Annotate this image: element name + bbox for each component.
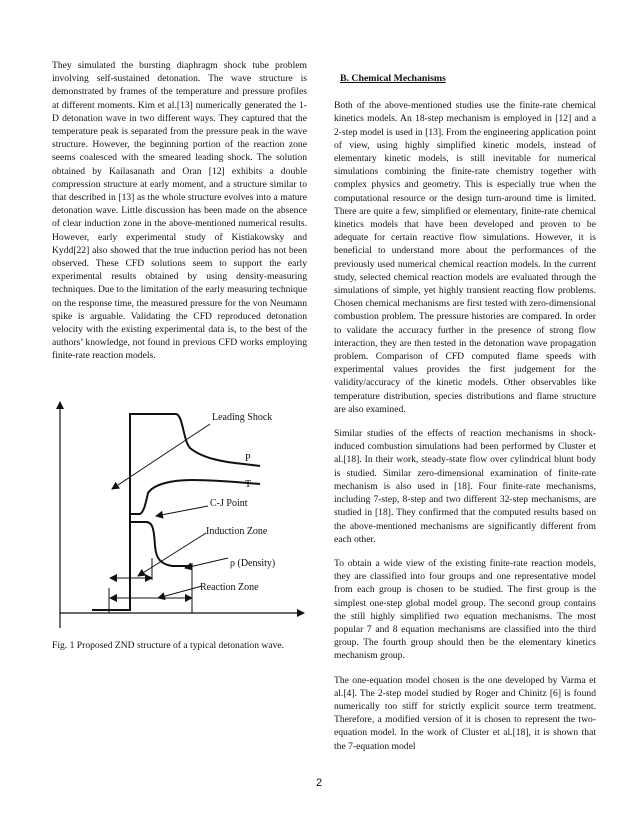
page-number: 2 (315, 777, 323, 789)
znd-structure-figure (52, 398, 312, 630)
left-paragraph: They simulated the bursting diaphragm shock tube problem involving self-sustained detonation. The wave structure is demonstrated by frames of the temperature and pressure profiles at different moments. Kim et al.[13] numerically generated the 1-D detonation wave in two different ways. They captured that the temperature peak is separated from the pressure peak in the wave structure. However, the beginning portion of the reaction zone seems coalesced with the smeared leading shock. The solution obtained by Kailasanath and Oran [12] exhibits a double compression structure at early moment, and a structure similar to that described in [13] as the whole structure evolves into a mature detonation wave. Little discussion has been made on the absence of clear induction zone in the above-mentioned numerical results. However, early experimental study of Kistiakowsky and Kydd[22] also showed that the true induction period has not been observed. These CFD solutions seem to support the early experimental results obtained by using density-measuring techniques. Due to the limitation of the early measuring technique on the response time, the measured pressure for the von Neumann spike is arguable. Validating the CFD reproduced detonation velocity with the existing experimental data is, to the best of the authors’ knowledge, not found in previous CFD works employing finite-rate reaction models. (52, 60, 307, 362)
reaction-zone-leader (158, 586, 202, 598)
section-heading: B. Chemical Mechanisms (340, 73, 446, 84)
figure-caption: Fig. 1 Proposed ZND structure of a typical detonation wave. (52, 640, 285, 651)
temperature-label: T (245, 479, 252, 490)
left-column (52, 59, 307, 374)
leading-shock-label: Leading Shock (212, 412, 273, 423)
induction-zone-leader (138, 533, 206, 576)
right-paragraph-3: To obtain a wide view of the existing finite-rate reaction models, they are classified into four groups and one representative model from each group is chosen to be studied. The first group is the simplest one-step global model group. The second group contains the still highly simplified two equation mechanisms. The most popular 7 and 8 equation mechanisms are classified into the third group. The fourth group should then be the elementary kinetics mechanism group. (334, 557, 596, 662)
cj-point-label: C-J Point (210, 498, 248, 509)
right-column (334, 72, 596, 764)
reaction-zone-label: Reaction Zone (200, 582, 259, 593)
right-paragraph-4: The one-equation model chosen is the one developed by Varma et al.[4]. The 2-step model studied by Roger and Chinitz [6] is found numerically too stiff for strictly explicit source term treatment. Therefore, a modified version of it is chosen to represent the two-equation model. In the work of Cluster et al.[18], it is shown that the 7-equation model (334, 674, 596, 752)
induction-zone-label: Induction Zone (206, 526, 268, 537)
right-paragraph-1: Both of the above-mentioned studies use the finite-rate chemical kinetics models. An 18-step mechanism is employed in [12] and a 2-step model is used in [13]. From the engineering application point of view, using highly simplified kinetic models, instead of elementary kinetic models, is still inevitable for numerical simulations combining the finite-rate chemistry together with complex physics and geometry. This is especially true when the computational resource or the design turn-around time is limited. There are quite a few, simplified or elementary, finite-rate chemical kinetics models that have been developed and proven to be adequate for certain reactive flow simulations. However, it is beneficial to understand more about the performances of the previously used numerical chemical reaction models. In the current study, selected chemical reaction models are evaluated through the simulations of simple, yet highly transient reacting flow problems. Chosen chemical mechanisms are first tested with zero-dimensional combustion problem. The pressure histories are compared. In order to validate the accuracy further in the presence of strong flow interaction, they are then tested in the detonation wave propagation problem. Comparison of CFD computed flame speeds with experimental values provides the first judgement for the validity/accuracy of the kinetic models. Other observables like temperature distribution, species distributions and flame structure are also examined. (334, 100, 596, 415)
density-label: ρ (Density) (230, 558, 276, 569)
pressure-label: P (245, 453, 251, 464)
cj-point-leader (156, 506, 208, 516)
right-paragraph-2: Similar studies of the effects of reaction mechanisms in shock-induced combustion simulations had been performed by Cluster et al.[18]. In their work, steady-state flow over cylindrical blunt body is studied. Similar zero-dimensional examination of finite-rate mechanism is also used in [18]. Four finite-rate mechanisms, including 7-step, 8-step and two different 32-step mechanisms, are studied in [18]. They confirmed that the computed results based on the above-mentioned mechanisms are significantly different from each other. (334, 428, 596, 545)
density-leader (185, 558, 228, 568)
